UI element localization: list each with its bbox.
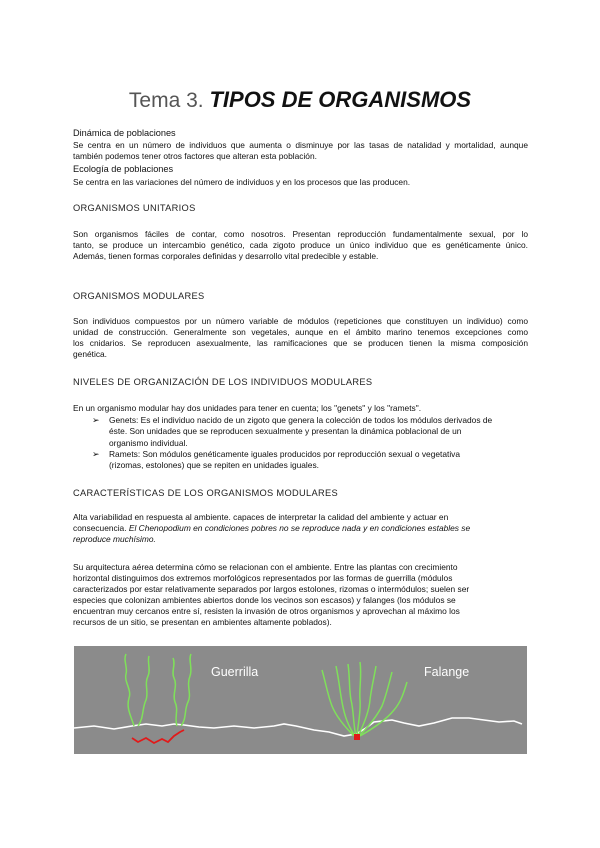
list-item-genets (93, 415, 528, 449)
modulares-line2: unidad de construcción. Generalmente son vegetales, aunque en el ámbito marino tenemos excepciones como (73, 327, 528, 337)
caract-p1-line2-a: consecuencia. (73, 523, 129, 533)
unitarios-line3: Además, tienen formas corporales definidas y desarrollo vital predecible y estable. (73, 251, 379, 261)
genets-line1: Genets: Es el individuo nacido de un zigoto que genera la colección de todos los módulos derivados de (109, 415, 493, 425)
falange-rhizome (354, 734, 360, 740)
falange-shoots (322, 662, 407, 736)
heading-ecologia: Ecología de poblaciones (73, 164, 174, 174)
title-prefix: Tema 3. (128, 89, 204, 112)
dinamica-line1: Se centra en un número de individuos que aumenta o disminuye por las tasas de natalidad y mortalidad, aunque (73, 140, 528, 150)
caract-p1-line2 (73, 523, 528, 534)
unitarios-line1: Son organismos fáciles de contar, como nosotros. Presentan reproducción fundamentalmente sexual, por lo (73, 229, 528, 239)
heading-unitarios: ORGANISMOS UNITARIOS (73, 203, 196, 213)
growth-forms-drawing (74, 646, 527, 754)
caract-p2-line5: encuentran muy cercanos entre sí, resisten la invasión de otros organismos y aprovechan al máximo los (73, 606, 460, 616)
heading-modulares: ORGANISMOS MODULARES (73, 291, 205, 301)
caract-p2-line1: Su arquitectura aérea determina cómo se relacionan con el ambiente. Entre las plantas con crecimiento (73, 562, 458, 572)
label-guerrilla: Guerrilla (211, 665, 259, 679)
niveles-intro: En un organismo modular hay dos unidades para tener en cuenta; los "genets" y los "ramets". (73, 403, 422, 413)
unitarios-line2: tanto, se produce un intercambio genético, cada zigoto produce un único individuo que es genéticamente único. (73, 240, 528, 250)
title-main: TIPOS DE ORGANISMOS (209, 87, 472, 112)
guerrilla-rhizome (132, 730, 184, 743)
modulares-line1: Son individuos compuestos por un número variable de módulos (repeticiones que constituyen un individuo) como (73, 316, 528, 326)
page-title (0, 86, 600, 115)
caract-p2-line3: caracterizados por estar relativamente separados por largos estolones, rizomas o intermódulos; suelen ser (73, 584, 470, 594)
caract-p1-line3-text: reproduce muchísimo. (73, 534, 156, 544)
heading-caracteristicas: CARACTERÍSTICAS DE LOS ORGANISMOS MODULARES (73, 488, 338, 498)
genets-line3: organismo individual. (109, 437, 188, 448)
ecologia-text: Se centra en las variaciones del número de individuos y en los procesos que las producen. (73, 177, 411, 187)
caract-p2-line2: horizontal distinguimos dos extremos morfológicos representados por las formas de guerrilla (módulos (73, 573, 453, 583)
heading-niveles: NIVELES DE ORGANIZACIÓN DE LOS INDIVIDUOS MODULARES (73, 377, 373, 387)
list-item-ramets (93, 449, 528, 472)
guerrilla-shoots (125, 654, 191, 726)
caract-p1-line1: Alta variabilidad en respuesta al ambiente. capaces de interpretar la calidad del ambiente y actuar en (73, 512, 449, 522)
caract-p1-line3 (73, 534, 528, 545)
modulares-line3: los cnidarios. Se reproducen asexualmente, las ramificaciones que se producen tienen la misma composición (73, 338, 528, 348)
genets-line2: éste. Son unidades que se reproducen sexualmente y presentan la dinámica poblacional de un (109, 426, 462, 437)
ramets-line2: (rizomas, estolones) que se repiten en unidades iguales. (109, 460, 319, 471)
modulares-line4: genética. (73, 349, 107, 359)
caract-p2-line6: recursos de un sitio, se presentan en ambientes altamente poblados). (73, 617, 332, 627)
heading-dinamica: Dinámica de poblaciones (73, 128, 176, 138)
caract-p1-line2-b: El Chenopodium en condiciones pobres no se reproduce nada y en condiciones estables se (128, 523, 471, 533)
dinamica-line2: también podemos tener otros factores que alteran esta población. (73, 151, 317, 161)
growth-forms-figure (74, 646, 527, 754)
bullet-arrow-icon: ➢ (92, 415, 100, 425)
bullet-arrow-icon: ➢ (92, 449, 100, 459)
label-falange: Falange (424, 665, 470, 679)
caract-p2-line4: especies que colonizan ambientes abiertos donde los vecinos son escasos) y falanges (los módulos se (73, 595, 456, 605)
ramets-line1: Ramets: Son módulos genéticamente iguales producidos por reproducción sexual o vegetativa (109, 449, 461, 459)
